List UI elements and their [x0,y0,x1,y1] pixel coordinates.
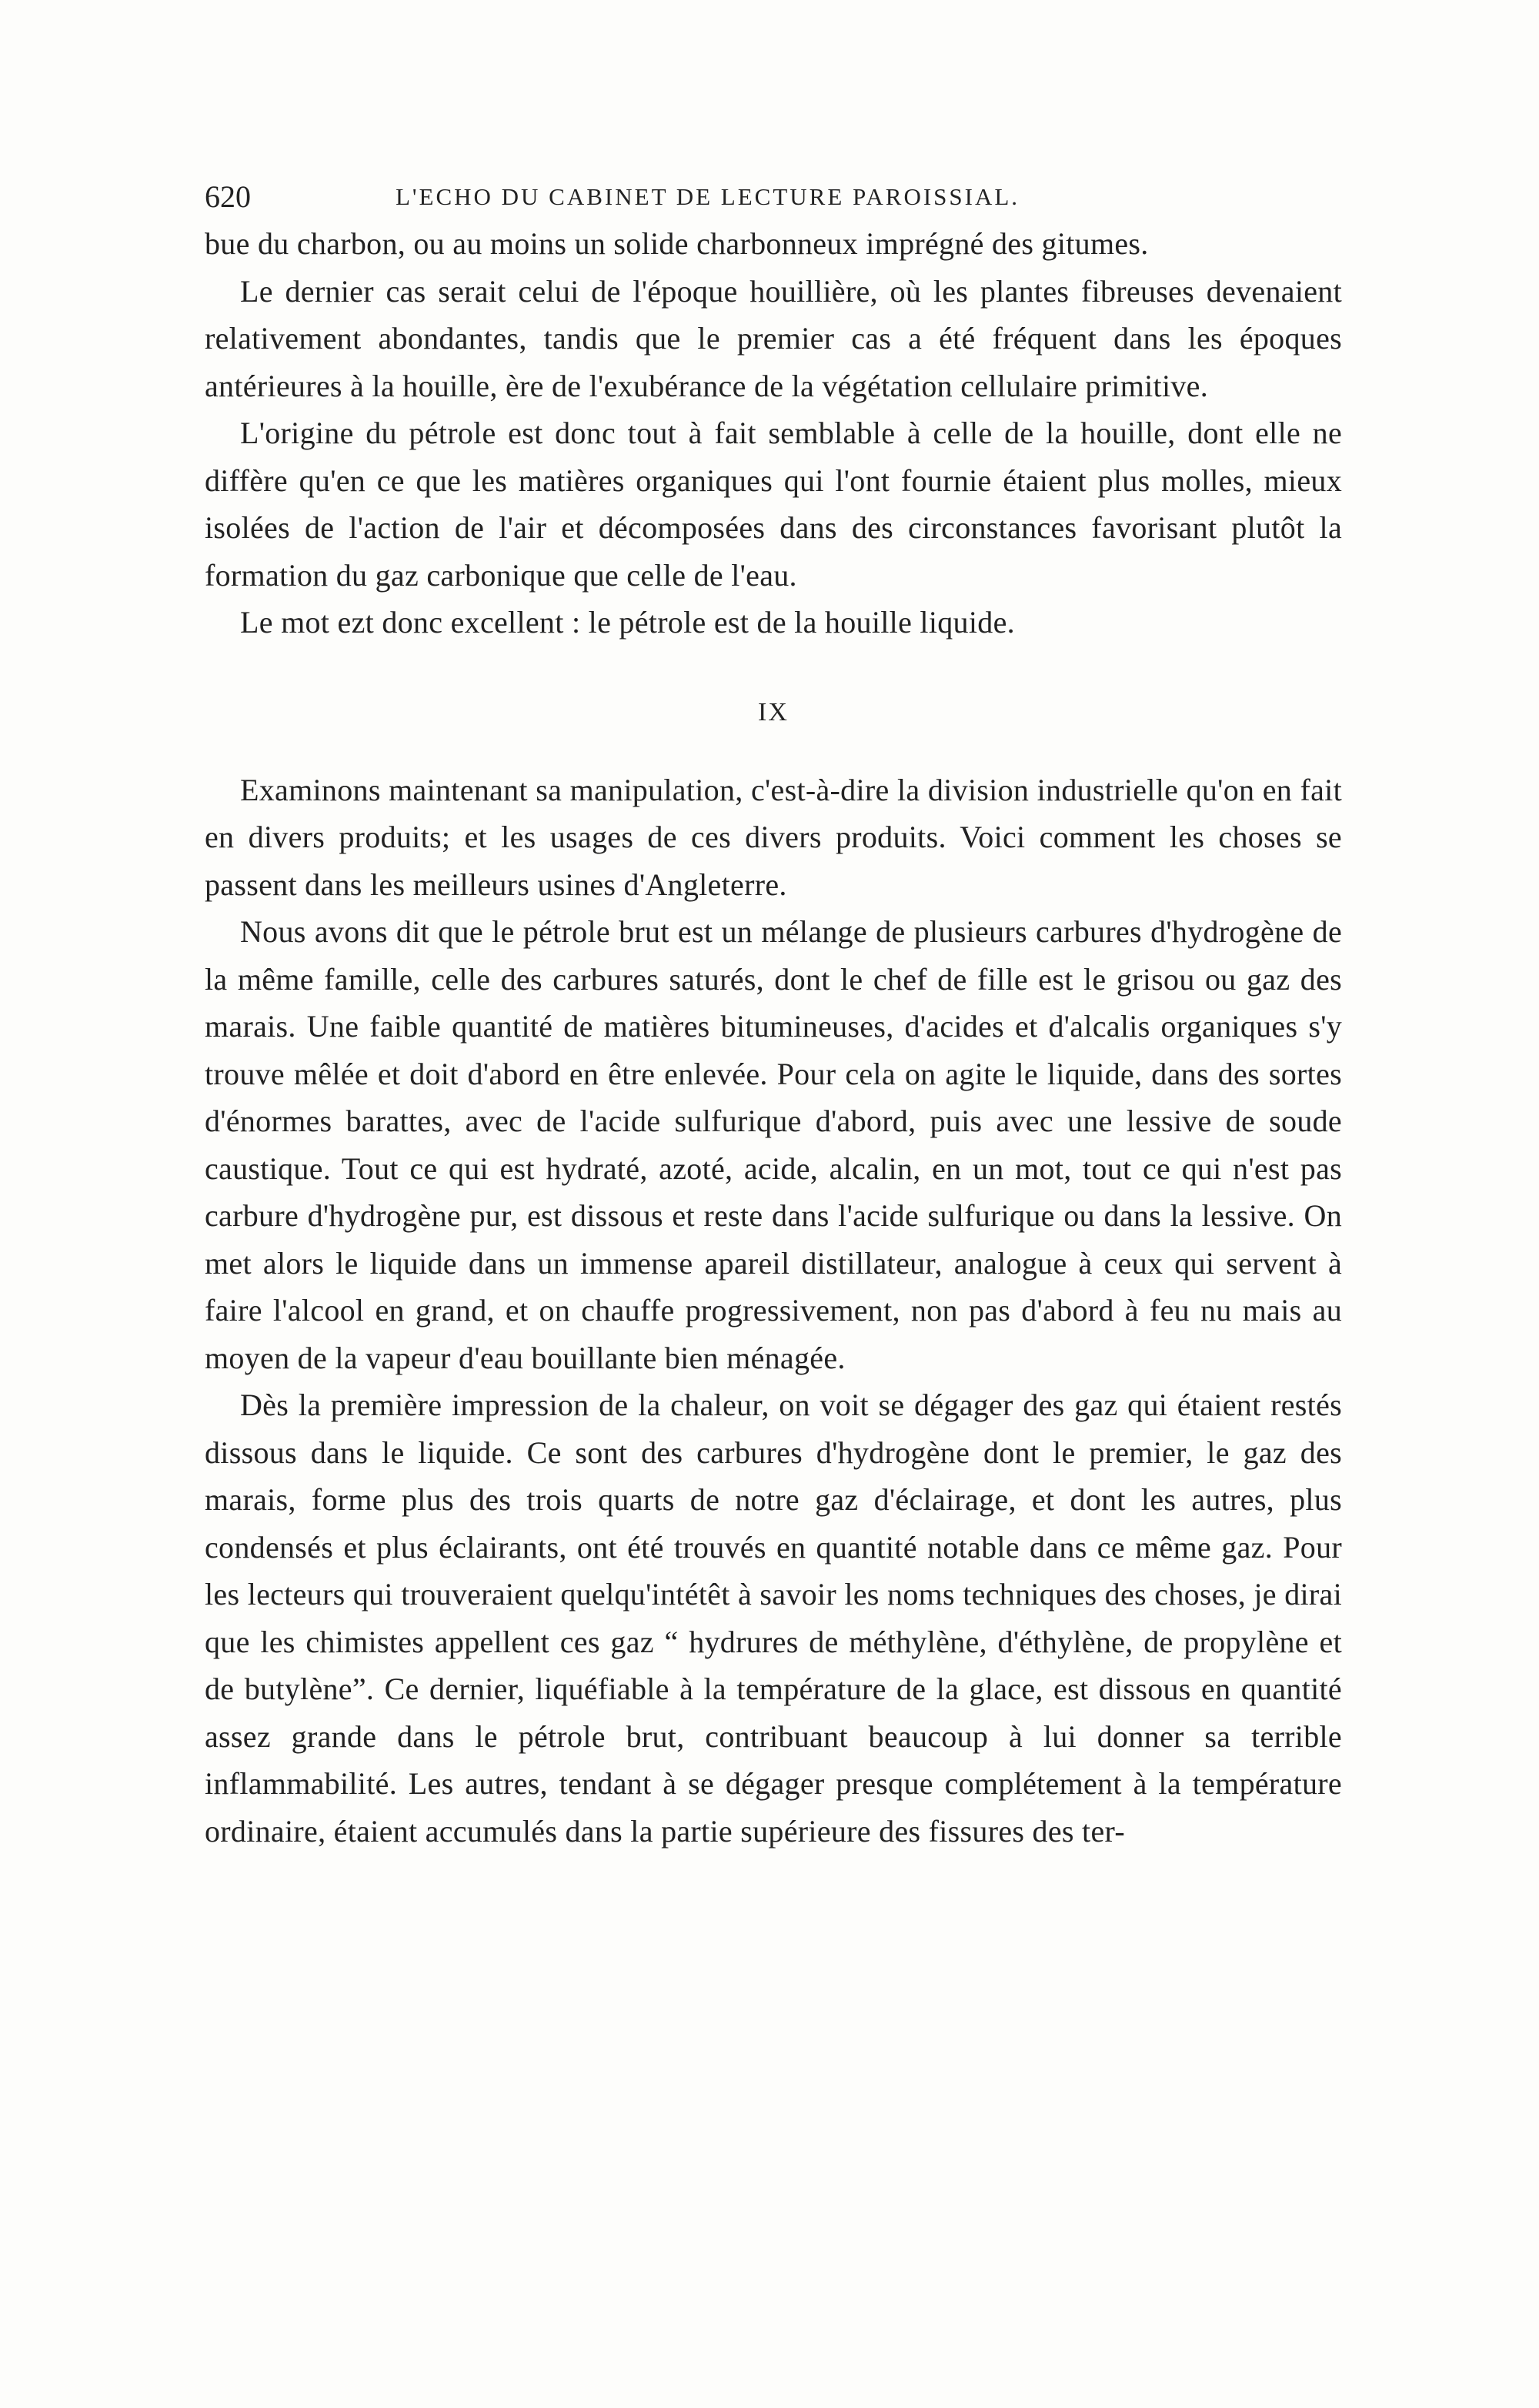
paragraph: Dès la première impression de la chaleur, on voit se dégager des gaz qui étaient restés dissous dans le liquide. Ce sont des carbures d'hydrogène dont le premier, le gaz des marais, forme plus des trois quarts de notre gaz d'éclairage, et dont les autres, plus condensés et plus éclairants, ont été trouvés en quantité notable dans ce même gaz. Pour les lecteurs qui trouveraient quelqu'intétêt à savoir les noms techniques des choses, je dirai que les chimistes appellent ces gaz “ hydrures de méthylène, d'éthylène, de propylène et de butylène”. Ce dernier, liquéfiable à la température de la glace, est dissous en quantité assez grande dans le pétrole brut, contribuant beaucoup à lui donner sa terrible inflammabilité. Les autres, tendant à se dégager presque complétement à la température ordinaire, étaient accumulés dans la partie supérieure des fissures des ter- [205,1388,1342,1849]
running-title: L'ECHO DU CABINET DE LECTURE PAROISSIAL. [396,183,1020,210]
paragraph: Examinons maintenant sa manipulation, c'est-à-dire la division industrielle qu'on en fait en divers produits; et les usages de ces divers produits. Voici comment les choses se passent dans les meilleurs usines d'Angleterre. [205,772,1342,902]
body-text-after [205,766,1342,1855]
page-number: 620 [205,179,251,214]
paragraph: Le dernier cas serait celui de l'époque houillière, où les plantes fibreuses devenaient relativement abondantes, tandis que le premier cas a été fréquent dans les époques antérieures à la houille, ère de l'exubérance de la végétation cellulaire primitive. [205,273,1342,403]
page-content [205,174,1342,1855]
paragraph: L'origine du pétrole est donc tout à fait semblable à celle de la houille, dont elle ne diffère qu'en ce que les matières organiques qui l'ont fournie étaient plus molles, mieux isolées de l'action de l'air et décomposées dans des circonstances favorisant plutôt la formation du gaz carbonique que celle de l'eau. [205,416,1342,593]
paragraph-continuation: bue du charbon, ou au moins un solide charbonneux imprégné des gitumes. [205,226,1149,261]
paragraph: Nous avons dit que le pétrole brut est un mélange de plusieurs carbures d'hydrogène de la même famille, celle des carbures saturés, dont le chef de fille est le grisou ou gaz des marais. Une faible quantité de matières bitumineuses, d'acides et d'alcalis organiques s'y trouve mêlée et doit d'abord en être enlevée. Pour cela on agite le liquide, dans des sortes d'énormes barattes, avec de l'acide sulfurique d'abord, puis avec une lessive de soude caustique. Tout ce qui est hydraté, azoté, acide, alcalin, en un mot, tout ce qui n'est pas carbure d'hydrogène pur, est dissous et reste dans l'acide sulfurique ou dans la lessive. On met alors le liquide dans un immense apareil distillateur, analogue à ceux qui servent à faire l'alcool en grand, et on chauffe progressivement, non pas d'abord à feu nu mais au moyen de la vapeur d'eau bouillante bien ménagée. [205,914,1342,1375]
paragraph: Le mot ezt donc excellent : le pétrole est de la houille liquide. [240,605,1015,640]
body-text-before [205,220,1342,646]
section-heading: IX [758,697,789,726]
running-head [205,174,1342,220]
